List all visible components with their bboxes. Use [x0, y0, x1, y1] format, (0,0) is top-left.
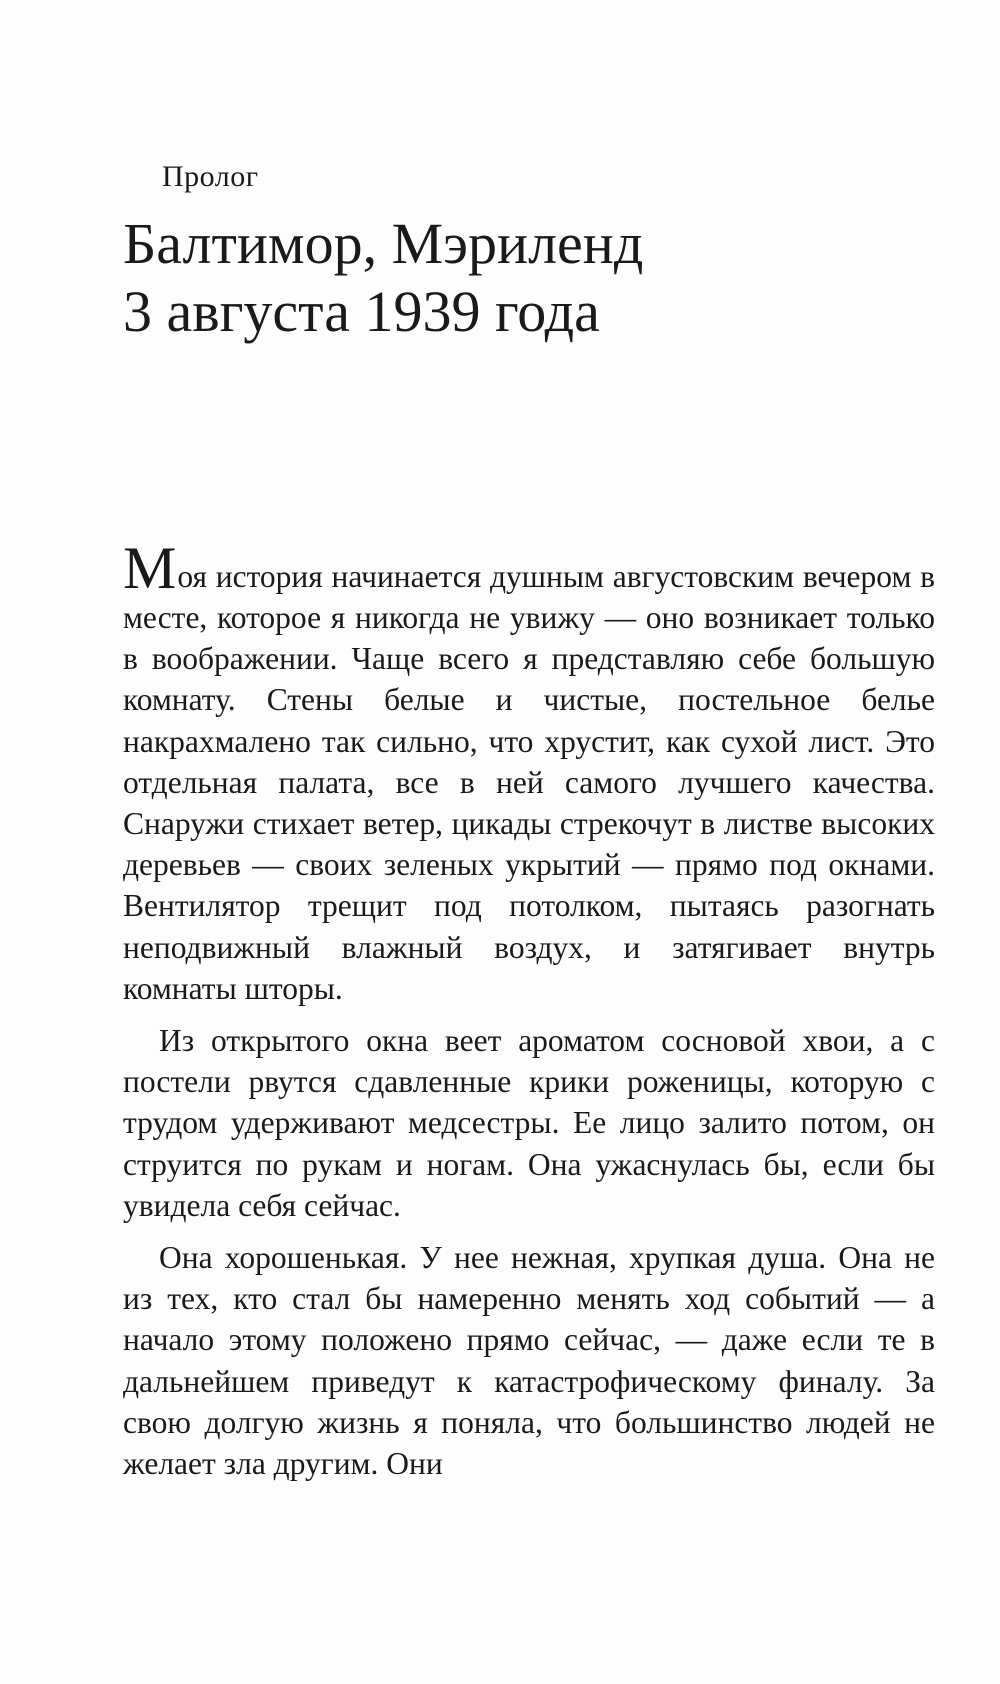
paragraph-2: Из открытого окна веет ароматом сосновой хвои, а с постели рвутся сдавленные крики роженицы, которую с трудом удерживают медсестры. Ее лицо залито потом, он струится по рукам и ногам. Она ужаснулась бы, если бы увидела себя сейчас.: [123, 1023, 935, 1223]
chapter-title-place: Балтимор, Мэриленд: [123, 211, 644, 276]
chapter-title-date: 3 августа 1939 года: [123, 279, 600, 344]
paragraph-1-text: оя история начинается душным августовским вечером в месте, которое я никогда не увижу — оно возникает только в воображении. Чаще всего я представляю себе большую комнату. Стены белые и чистые, постельное белье накрахмалено так сильно, что хрустит, как сухой лист. Это отдельная палата, все в ней самого лучшего качества. Снаружи стихает ветер, цикады стрекочут в листве высоких деревьев — своих зеленых укрытий — прямо под окнами. Вентилятор трещит под потолком, пытаясь разогнать неподвижный влажный воздух, и затягивает внутрь комнаты шторы.: [123, 558, 935, 1006]
body-text: [123, 535, 935, 1495]
paragraph-1: [123, 535, 935, 1009]
chapter-title: [123, 210, 643, 346]
drop-initial: М: [123, 535, 177, 601]
chapter-label: Пролог: [162, 160, 259, 193]
paragraph-3: Она хорошенькая. У нее нежная, хрупкая душа. Она не из тех, кто стал бы намеренно менять ход событий — а начало этому положено прямо сейчас, — даже если те в дальнейшем приведут к катастрофическому финалу. За свою долгую жизнь я поняла, что большинство людей не желает зла другим. Они: [123, 1240, 935, 1482]
